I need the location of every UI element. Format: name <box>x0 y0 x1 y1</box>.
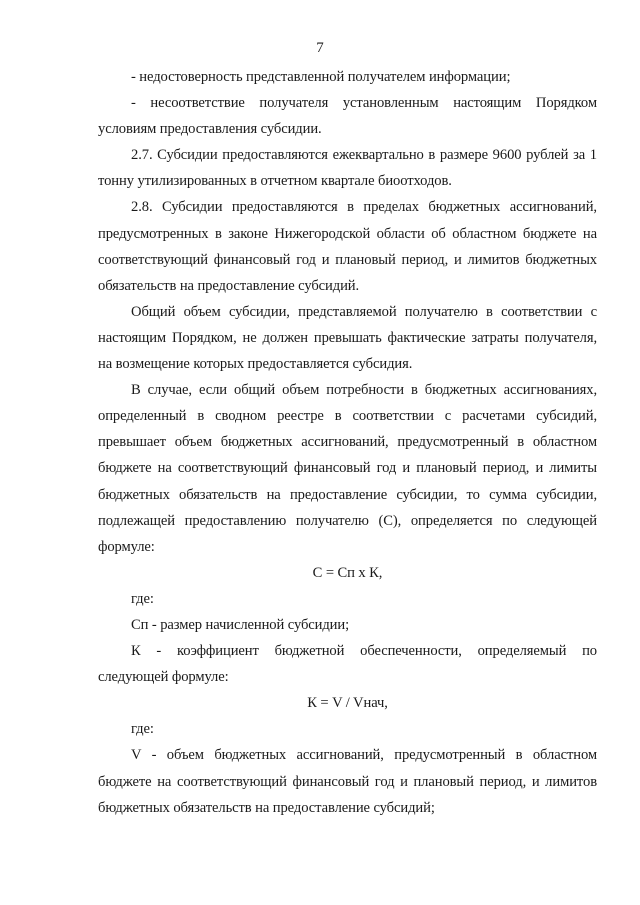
formula-budget-coefficient: К = V / Vнач, <box>307 695 388 712</box>
definition-budget-coefficient: К - коэффициент бюджетной обеспеченности, определяемый по следующей формуле: <box>98 643 597 686</box>
formula-subsidy-amount: С = Сп х К, <box>312 564 383 581</box>
formula-where-label-2: где: <box>131 721 154 738</box>
paragraph-clause-2-7: 2.7. Субсидии предоставляются ежеквартально в размере 9600 рублей за 1 тонну утилизированных в отчетном квартале биоотходов. <box>98 147 597 190</box>
definition-budget-allocations: V - объем бюджетных ассигнований, предусмотренный в областном бюджете на соответствующий финансовый год и плановый период, и лимитов бюджетных обязательств на предоставление субсидий; <box>98 747 597 816</box>
paragraph-unreliable-information: - недостоверность представленной получателем информации; <box>131 69 511 85</box>
paragraph-recipient-noncompliance: - несоответствие получателя установленным настоящим Порядком условиям предоставления субсидии. <box>98 95 597 138</box>
paragraph-clause-2-8: 2.8. Субсидии предоставляются в пределах бюджетных ассигнований, предусмотренных в законе Нижегородской области об областном бюджете на соответствующий финансовый год и плановый период, и лимитов бюджетных обязательств на предоставление субсидий. <box>98 199 597 294</box>
paragraph-total-subsidy-limit: Общий объем субсидии, представляемой получателю в соответствии с настоящим Порядком, не должен превышать фактические затраты получателя, на возмещение которых предоставляется субсидия. <box>98 303 597 373</box>
document-body <box>98 64 597 821</box>
paragraph-budget-shortfall-case: В случае, если общий объем потребности в бюджетных ассигнованиях, определенный в сводном реестре в соответствии с расчетами субсидий, превышает объем бюджетных ассигнований, предусмотренный в областном бюджете на соответствующий финансовый год и плановый период, и лимиты бюджетных обязательств на предоставление субсидии, то сумма субсидии, подлежащей предоставлению получателю (С), определяется по следующей формуле: <box>98 382 597 555</box>
formula-where-label: где: <box>131 590 154 607</box>
definition-accrued-subsidy: Сп - размер начисленной субсидии; <box>131 616 350 633</box>
page-number: 7 <box>316 40 324 56</box>
